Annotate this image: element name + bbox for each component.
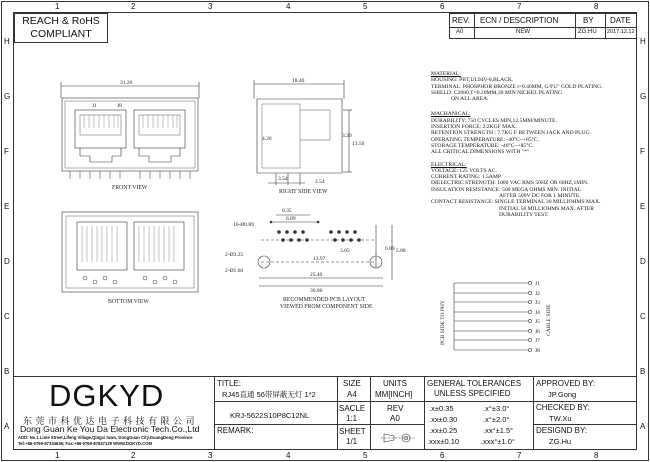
spec-line: INSERTION FORCE: 2.2KGF MAX. [431, 124, 517, 131]
ecn-value: NEW [516, 29, 530, 35]
tolerance-value: .xx±0.25 [429, 426, 458, 435]
row-letter: G [640, 92, 647, 101]
spec-line: OPERATING TEMPERATURE: -40°C~+85°C. [431, 136, 539, 143]
dim-pcb-2: 6.89 [286, 216, 296, 222]
spec-line: STORAGE TEMPERATURE: -40°C~+85°C. [431, 142, 534, 149]
jack-contacts [139, 115, 180, 135]
tolerance-value: .x°±2.0° [483, 415, 510, 424]
scale-value: 1:1 [346, 414, 358, 423]
row-letter: A [640, 422, 646, 431]
spec-line: HOUSING: PBT,UL94V-0,BLACK. [431, 77, 514, 84]
size-value: A4 [347, 390, 357, 399]
pcb-pads [270, 221, 361, 242]
spec-line: CONTACT RESISTANCE: SINGLE TERMINAL 30 MILLIOHMS MAX. [431, 199, 601, 206]
front-view [61, 82, 199, 179]
bottom-view [62, 212, 198, 292]
title-value: RJ45直通 56带屏蔽无灯 1*2 [222, 390, 316, 399]
units-label: UNITS [383, 379, 407, 388]
row-letter: H [4, 37, 10, 46]
dim-right-small-3: 2.54 [315, 179, 325, 185]
rev-header: REV. [452, 16, 470, 25]
column-number: 5 [363, 451, 368, 460]
rev-label: REV [387, 404, 404, 413]
jack-label-j1: J1 [92, 103, 97, 109]
row-letter: B [640, 367, 646, 376]
pcb-side-label: PCB SIDE TO PHY [440, 300, 446, 345]
spec-line: ALL CRITICAL DIMENSIONS WITH "*" [431, 149, 530, 156]
dim-pcb-hole-3: 2-Ø1.60 [225, 268, 244, 274]
row-letter: C [4, 312, 10, 321]
company-address: ADD: No.1 Lime Street,Lifeng Village,Qingxi town, DongGuan City,GuangDong Province [18, 435, 193, 440]
company-logo: DGKYD [49, 378, 165, 413]
row-letter: D [4, 257, 10, 266]
title-label: TITLE: [217, 379, 242, 388]
front-shield [65, 101, 195, 168]
column-number: 4 [286, 2, 291, 11]
spec-line: TERMINAL: PHOSPHOR BRONZE t=0.46MM, G/FU" GOLD PLATING. [431, 83, 603, 90]
spec-line: DIELECTRIC STRENGTH: 1000 VAC RMS 50HZ OR 60HZ,1MIN. [431, 180, 589, 187]
tb-rule [337, 424, 424, 425]
contact-lines [84, 115, 177, 128]
dim-front-width: 31.20 [120, 80, 133, 86]
spec-line: VOLTAGE: 125 VOLTS AC. [431, 167, 497, 174]
tolerance-value: .xx±0.30 [429, 415, 458, 424]
bottom-contacts [82, 226, 174, 262]
company-contact: Tel:+86-0769-87334636; Fax:+86-0769-87847129 WWW.DGKYD.COM [18, 441, 152, 446]
spec-line: AFTER 500V DC FOR 1 MINUTE. [499, 193, 581, 200]
sheet-value: 1/1 [346, 437, 358, 446]
column-number: 6 [440, 2, 445, 11]
pin-diagram [454, 281, 532, 351]
remark-label: REMARK: [217, 426, 254, 435]
by-value: ZG.HU [578, 29, 597, 35]
row-letter: B [4, 367, 10, 376]
row-letter: H [640, 37, 646, 46]
cable-side-label: CABLE SIDE [546, 304, 552, 336]
compliance-line-1: REACH & RoHS [22, 15, 100, 27]
tb-rule [214, 377, 215, 450]
column-number: 6 [440, 451, 445, 460]
approved-value: JP.Gong [548, 390, 577, 399]
row-letter: G [4, 92, 11, 101]
tb-rule [533, 377, 534, 450]
column-number: 1 [55, 2, 60, 11]
dim-right-depth: 18.40 [292, 78, 305, 84]
column-number: 2 [131, 451, 136, 460]
approved-label: APPROVED BY: [536, 379, 596, 388]
sheet-label: SHEET [339, 427, 366, 436]
mech-title: MACHANICAL: [431, 111, 471, 118]
row-letter: D [640, 257, 646, 266]
tolerance-value: .xx°±1.5° [483, 426, 514, 435]
row-letter: C [640, 312, 646, 321]
column-number: 4 [286, 451, 291, 460]
scale-label: SACLE [339, 404, 366, 413]
column-number: 5 [363, 2, 368, 11]
pin-terminals [528, 281, 531, 351]
dim-pcb-hole-2: 2-Ø3.25 [225, 252, 244, 258]
bottom-inner [66, 216, 194, 288]
spec-line: CURRENT RATING: 1.5AMP. [431, 174, 502, 181]
pcb-layout [258, 215, 392, 286]
bottom-outline [62, 212, 198, 292]
tb-rule [533, 401, 637, 402]
dim-pcb-4: 13.97 [313, 256, 326, 262]
dim-pcb-5: 25.40 [310, 272, 323, 278]
part-number: KRJ-5622S10P8C12NL [230, 411, 310, 420]
dim-pcb-7: 6.89 [385, 246, 395, 252]
tb-rule [337, 377, 338, 450]
row-letter: F [640, 147, 645, 156]
tolerance-value: .x±0.35 [429, 404, 454, 413]
company-name-en: Dong Guan Ke You Da Electronic Tech.Co.,Ltd [20, 424, 200, 434]
units-value: MM[INCH] [375, 390, 413, 399]
tolerance-title: GENERAL TOLERANCES [427, 379, 522, 388]
ecn-header: ECN / DESCRIPTION [480, 16, 559, 25]
jack-port-1 [75, 110, 126, 148]
tb-rule [214, 424, 337, 425]
spec-line: INSULATION RESISTANCE: 500 MEGA OHMS MIN. INITIAL [431, 186, 582, 193]
row-letter: E [4, 202, 10, 211]
spec-line: SHIELD: C2680,T=0.20MM,30 MIN NICKEL PLATING [431, 89, 563, 96]
column-number: 2 [131, 2, 136, 11]
dim-pcb-8: 5.08 [396, 248, 406, 254]
dim-pcb-6: 30.86 [310, 288, 323, 294]
jack-port-2 [134, 110, 185, 148]
tb-rule [424, 377, 425, 450]
designed-label: DESIGND BY: [536, 426, 588, 435]
dim-right-height: 13.50 [352, 141, 365, 147]
jack-port-2-key [139, 148, 180, 162]
rev-value: A0 [456, 29, 464, 35]
pcb-layout-sublabel: VIEWED FROM COMPONENT SIDE [280, 304, 373, 310]
jack-label-j8: J8 [117, 103, 122, 109]
pin-label: J6 [535, 329, 540, 335]
pin-label: J3 [535, 300, 540, 306]
dim-pcb-3: 3.05 [340, 248, 350, 254]
front-view-label: FRONT VIEW [112, 185, 148, 191]
row-letter: F [4, 147, 9, 156]
compliance-line-2: COMPLIANT [30, 28, 92, 40]
column-number: 7 [517, 2, 522, 11]
dim-pcb-1: 6.35 [282, 208, 292, 214]
checked-value: TW.Xu [549, 414, 572, 423]
elec-title: ELECTRICAL: [431, 161, 467, 168]
date-header: DATE [610, 16, 631, 25]
pin-label: J4 [535, 310, 540, 316]
company-name-cn: 东 莞 市 科 优 达 电 子 科 技 有 限 公 司 [23, 416, 196, 426]
column-number: 8 [594, 2, 599, 11]
row-letter: A [4, 422, 10, 431]
spec-line: ON ALL AREA. [451, 96, 489, 103]
right-view-label: RIGHT SIDE VIEW [279, 189, 328, 195]
projection-symbol [379, 429, 417, 447]
tb-rule [214, 401, 424, 402]
dim-right-small-1: 4.20 [262, 136, 272, 142]
tb-rule [533, 424, 637, 425]
bottom-pins [83, 276, 177, 284]
column-number: 8 [594, 451, 599, 460]
rev-value: A0 [390, 414, 400, 423]
bottom-view-label: BOTTOM VIEW [108, 299, 149, 305]
material-title: MATERIAL: [431, 71, 461, 77]
jack-contacts [80, 115, 121, 135]
spec-line: RETENTION STRENGTH : 7.7KG F BETWEEN JACK AND PLUG. [431, 130, 592, 137]
pin-label: J1 [535, 281, 540, 287]
checked-label: CHECKED BY: [536, 403, 590, 412]
date-value: 2017.12.12 [607, 29, 635, 35]
dim-right-pin: 3.20 [342, 133, 352, 139]
designed-value: ZG.Hu [549, 437, 572, 446]
column-number: 7 [517, 451, 522, 460]
tb-rule [370, 377, 371, 450]
spec-line: INITIAL 50 MILLIOHMS MAX. AFTER [499, 205, 595, 212]
column-number: 3 [208, 2, 213, 11]
spec-line: DURABILITY: 750 CYCLES MIN,12.5MM/MINUTE. [431, 117, 557, 124]
column-number: 1 [55, 451, 60, 460]
spec-line: DURABILITY TEST. [499, 211, 549, 218]
tolerance-value: .xxx±0.10 [427, 437, 460, 446]
row-letter: E [640, 202, 646, 211]
column-number: 3 [208, 451, 213, 460]
pcb-layout-label: RECOMMENDED PCB LAYOUT [283, 297, 366, 303]
dim-pcb-hole-1: 16-Ø0.89 [233, 222, 254, 228]
spec-block [431, 71, 603, 218]
pin-label: J8 [535, 348, 540, 354]
size-label: SIZE [343, 379, 361, 388]
by-header: BY [583, 16, 594, 25]
title-block [13, 376, 637, 451]
right-side-view [254, 80, 352, 185]
dim-right-small-2: 3.54 [278, 176, 288, 182]
side-latch [300, 110, 330, 140]
pin-label: J2 [535, 291, 540, 297]
tb-rule [424, 401, 533, 402]
tolerance-value: .x°±3.0° [483, 404, 510, 413]
pin-label: J7 [535, 338, 540, 344]
tolerance-subtitle: UNLESS SPECIFIED [434, 389, 511, 398]
tolerance-value: .xxx°±1.0° [481, 437, 515, 446]
front-pins [70, 171, 190, 179]
front-housing [62, 98, 198, 171]
pin-label: J5 [535, 319, 540, 325]
jack-port-1-key [80, 148, 121, 162]
